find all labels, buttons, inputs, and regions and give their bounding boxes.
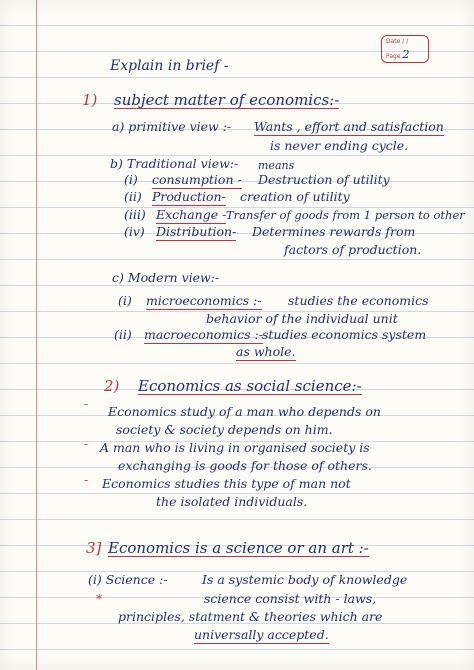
- q2-point-2-bullet: -: [84, 436, 89, 451]
- q2-point-2-line2: exchanging is goods for those of others.: [118, 458, 372, 473]
- trad-item-4-num: (iv): [124, 224, 145, 239]
- page-number: 2: [402, 48, 410, 61]
- q1-number: 1): [82, 91, 98, 109]
- traditional-means: means: [258, 159, 295, 172]
- trad-item-4-term: Distribution-: [156, 224, 237, 239]
- q2-title: Economics as social science:-: [138, 377, 362, 395]
- page-heading: Explain in brief -: [110, 58, 229, 74]
- q2-point-2-line1: A man who is living in organised society is: [100, 440, 370, 455]
- science-label: (i) Science :-: [88, 572, 168, 587]
- q2-point-3-line2: the isolated individuals.: [156, 494, 308, 509]
- modern-item-2-desc: studies economics system: [262, 327, 427, 342]
- q2-point-3-bullet: -: [84, 472, 89, 487]
- page-label: Page: [386, 53, 401, 60]
- science-star: *: [96, 591, 103, 606]
- trad-item-2-desc: creation of utility: [240, 189, 350, 204]
- modern-item-2-num: (ii): [114, 327, 132, 342]
- trad-item-2-num: (ii): [124, 189, 142, 204]
- date-label: Date: [386, 38, 401, 45]
- science-line3: principles, statment & theories which are: [118, 609, 383, 624]
- trad-item-1-num: (i): [124, 172, 138, 187]
- q2-point-1-line2: society & society depends on him.: [116, 422, 333, 437]
- q3-number: 3]: [86, 539, 102, 557]
- q2-point-3-line1: Economics studies this type of man not: [102, 476, 351, 491]
- modern-item-2-desc2: as whole.: [236, 344, 296, 359]
- q1-title: subject matter of economics:-: [114, 91, 340, 109]
- modern-item-1-num: (i): [118, 293, 132, 308]
- trad-item-3-num: (iii): [124, 207, 146, 222]
- primitive-view-line1: Wants , effort and satisfaction: [254, 119, 444, 134]
- traditional-view-label: b) Traditional view:-: [110, 156, 239, 171]
- modern-item-1-term: microeconomics :-: [146, 293, 262, 308]
- q3-title: Economics is a science or an art :-: [108, 539, 369, 557]
- science-line4: universally accepted.: [194, 627, 329, 642]
- modern-item-1-desc2: behavior of the individual unit: [206, 311, 398, 326]
- trad-item-1-desc: Destruction of utility: [258, 172, 390, 187]
- trad-item-4-desc: Determines rewards from: [252, 224, 416, 239]
- primitive-view-line2: is never ending cycle.: [270, 138, 409, 153]
- trad-item-3-desc: Transfer of goods from 1 person to other: [226, 208, 465, 222]
- trad-item-3-term: Exchange -: [156, 207, 227, 222]
- trad-item-2-term: Production-: [152, 189, 226, 204]
- date-value: / /: [402, 38, 409, 45]
- q2-number: 2): [104, 377, 120, 395]
- modern-view-label: c) Modern view:-: [112, 270, 220, 285]
- modern-item-2-term: macroeconomics :-: [144, 327, 263, 342]
- science-line1: Is a systemic body of knowledge: [202, 572, 408, 587]
- trad-item-1-term: consumption -: [152, 172, 242, 187]
- modern-item-1-desc: studies the economics: [288, 293, 429, 308]
- primitive-view-label: a) primitive view :-: [112, 119, 232, 134]
- science-line2: science consist with - laws,: [204, 591, 377, 606]
- trad-item-4-desc2: factors of production.: [284, 242, 422, 257]
- page-number-box: [381, 35, 429, 63]
- q2-point-1-line1: Economics study of a man who depends on: [108, 404, 381, 419]
- q2-point-1-bullet: -: [84, 396, 89, 411]
